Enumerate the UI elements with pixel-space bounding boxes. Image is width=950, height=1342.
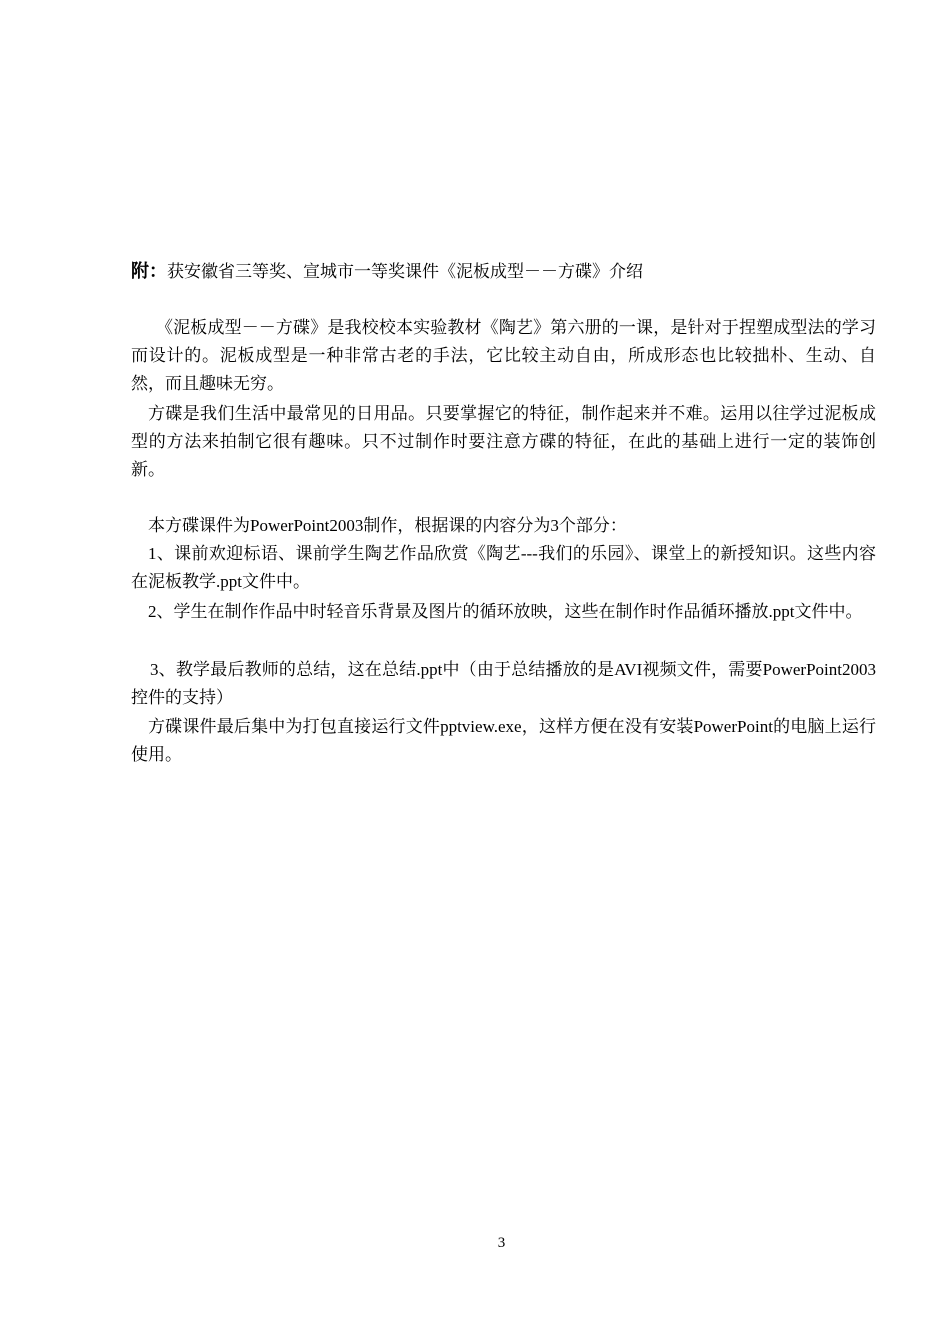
packaging-paragraph: 方碟课件最后集中为打包直接运行文件pptview.exe，这样方便在没有安装PowerPoint的电脑上运行使用。 (131, 717, 876, 764)
courseware-overview-paragraph: 本方碟课件为PowerPoint2003制作，根据课的内容分为3个部分： (148, 516, 627, 535)
description-paragraph: 方碟是我们生活中最常见的日用品。只要掌握它的特征，制作起来并不难。运用以往学过泥板成型的方法来拍制它很有趣味。只不过制作时要注意方碟的特征，在此的基础上进行一定的装饰创新。 (131, 404, 876, 479)
section-heading (131, 258, 891, 286)
part-one-paragraph: 1、课前欢迎标语、课前学生陶艺作品欣赏《陶艺---我们的乐园》、课堂上的新授知识。这些内容在泥板教学.ppt文件中。 (131, 544, 876, 591)
part-three-paragraph: 3、教学最后教师的总结，这在总结.ppt中（由于总结播放的是AVI视频文件，需要PowerPoint2003控件的支持） (131, 660, 876, 707)
page-number: 3 (497, 1235, 506, 1251)
heading-lead: 附： (131, 261, 167, 282)
intro-paragraph: 《泥板成型－－方碟》是我校校本实验教材《陶艺》第六册的一课，是针对于捏塑成型法的学习而设计的。泥板成型是一种非常古老的手法，它比较主动自由，所成形态也比较拙朴、生动、自然，而且趣味无穷。 (131, 318, 876, 393)
heading-text: 获安徽省三等奖、宣城市一等奖课件《泥板成型－－方碟》介绍 (167, 262, 643, 281)
part-two-paragraph: 2、学生在制作作品中时轻音乐背景及图片的循环放映，这些在制作时作品循环播放.ppt文件中。 (148, 602, 863, 621)
